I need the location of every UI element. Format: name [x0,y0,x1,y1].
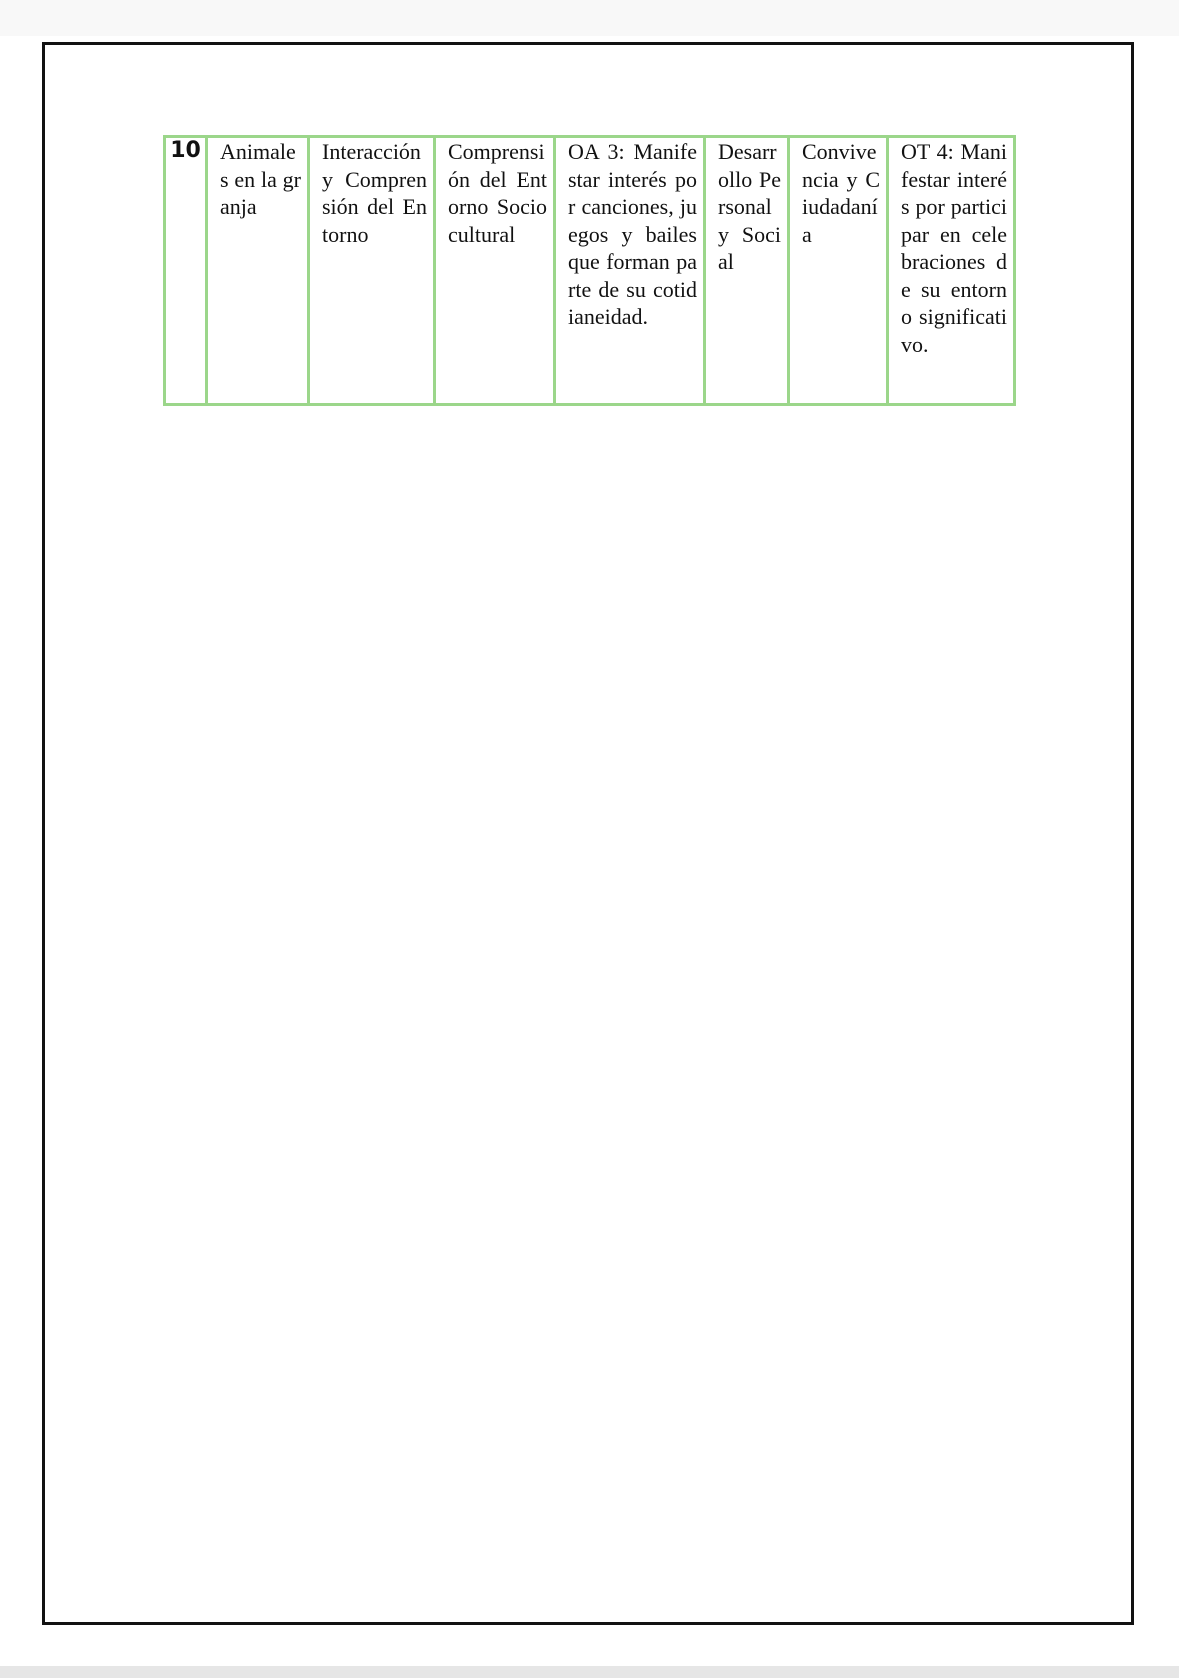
viewer-top-bar [0,0,1179,36]
row-number-cell: 10 [165,137,207,405]
viewer-bottom-bar [0,1666,1179,1678]
tema-cell: Animales en la granja [207,137,309,405]
planning-table [163,135,1016,406]
nucleo-cell: Comprensión del Entorno Sociocultural [435,137,555,405]
document-page [42,42,1134,1625]
ot-cell: OT 4: Manifestar interés por participar en celebraciones de su entorno significativo. [888,137,1015,405]
nucleo-transversal-cell: Convivencia y Ciudadanía [789,137,888,405]
ambito-cell: Interacción y Comprensión del Entorno [309,137,435,405]
oa-cell: OA 3: Manifestar interés por canciones, juegos y bailes que forman parte de su cotidianeidad. [555,137,705,405]
ambito-transversal-cell: Desarrollo Personal y Social [705,137,789,405]
table-row [165,137,1015,405]
